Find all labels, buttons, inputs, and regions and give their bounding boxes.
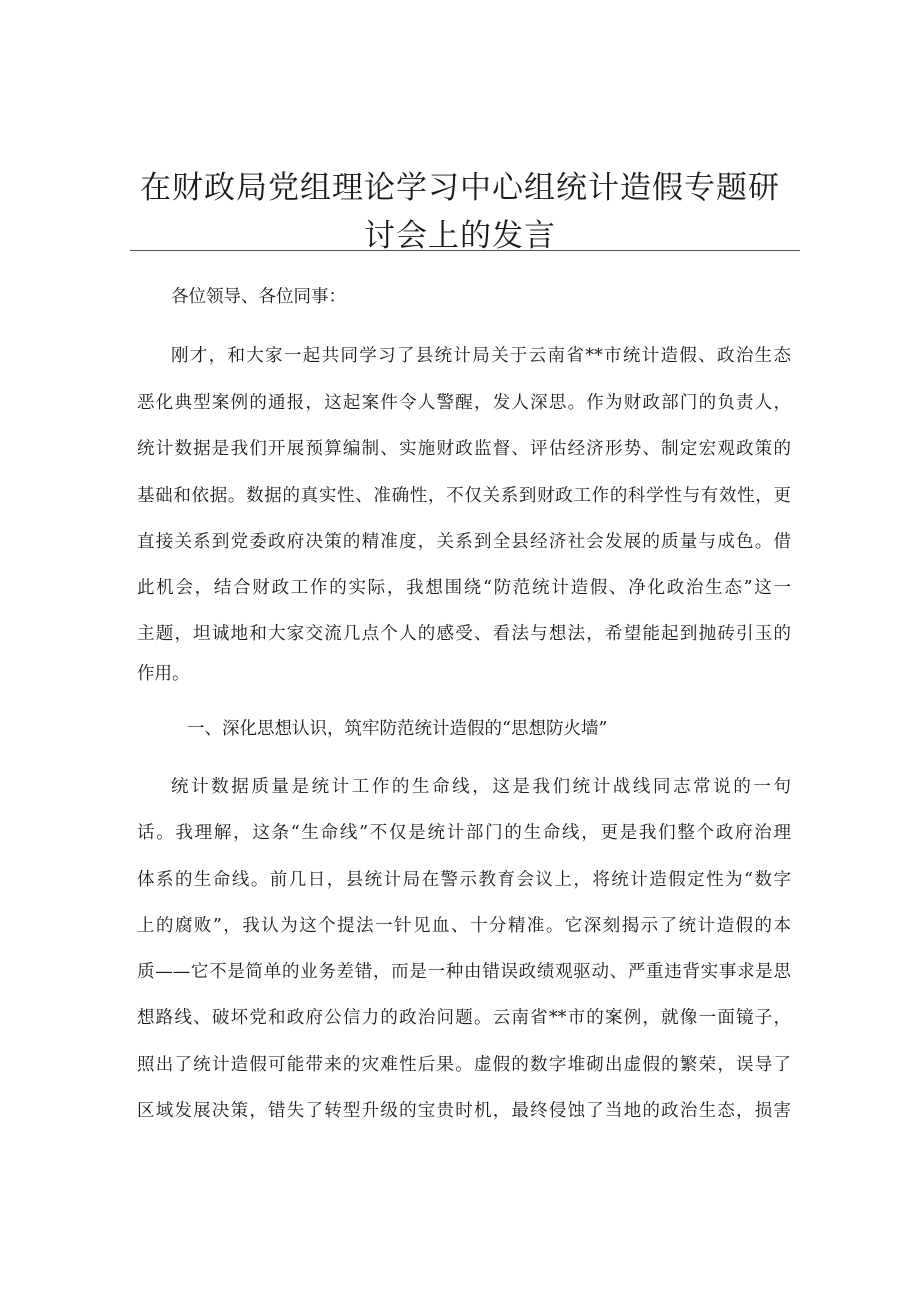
salutation: 各位领导、各位同事： bbox=[171, 287, 346, 307]
paragraph-1-line-3: 统计数据是我们开展预算编制、实施财政监督、评估经济形势、制定宏观政策的 bbox=[137, 439, 791, 459]
paragraph-1-line-8: 作用。 bbox=[137, 664, 190, 684]
paragraph-2-line-3: 体系的生命线。前几日，县统计局在警示教育会议上，将统计造假定性为“数字 bbox=[137, 870, 791, 890]
paragraph-2-line-4: 上的腐败”，我认为这个提法一针见血、十分精准。它深刻揭示了统计造假的本 bbox=[137, 916, 791, 936]
paragraph-1-line-5: 直接关系到党委政府决策的精准度，关系到全县经济社会发展的质量与成色。借 bbox=[137, 532, 791, 552]
paragraph-2-line-2: 话。我理解，这条“生命线”不仅是统计部门的生命线，更是我们整个政府治理 bbox=[137, 823, 791, 843]
paragraph-1-line-6: 此机会，结合财政工作的实际，我想围绕“防范统计造假、净化政治生态”这一 bbox=[137, 578, 791, 598]
paragraph-1-line-4: 基础和依据。数据的真实性、准确性，不仅关系到财政工作的科学性与有效性，更 bbox=[137, 486, 791, 506]
paragraph-1-line-7: 主题，坦诚地和大家交流几点个人的感受、看法与想法，希望能起到抛砖引玉的 bbox=[137, 624, 791, 644]
paragraph-1-line-1: 刚才，和大家一起共同学习了县统计局关于云南省**市统计造假、政治生态 bbox=[171, 346, 791, 366]
section-heading-1: 一、深化思想认识，筑牢防范统计造假的“思想防火墙” bbox=[187, 719, 608, 739]
title-underline bbox=[130, 250, 800, 251]
paragraph-2-line-5: 质——它不是简单的业务差错，而是一种由错误政绩观驱动、严重违背实事求是思 bbox=[137, 962, 791, 982]
paragraph-2-line-1: 统计数据质量是统计工作的生命线，这是我们统计战线同志常说的一句 bbox=[171, 777, 791, 797]
paragraph-2-line-6: 想路线、破坏党和政府公信力的政治问题。云南省**市的案例，就像一面镜子， bbox=[137, 1008, 791, 1028]
document-title-line-2: 讨会上的发言 bbox=[364, 218, 556, 254]
paragraph-1-line-2: 恶化典型案例的通报，这起案件令人警醒，发人深思。作为财政部门的负责人， bbox=[137, 393, 791, 413]
paragraph-2-line-8: 区域发展决策，错失了转型升级的宝贵时机，最终侵蚀了当地的政治生态，损害 bbox=[137, 1101, 791, 1121]
paragraph-2-line-7: 照出了统计造假可能带来的灾难性后果。虚假的数字堆砌出虚假的繁荣，误导了 bbox=[137, 1055, 791, 1075]
document-title-line-1: 在财政局党组理论学习中心组统计造假专题研 bbox=[140, 170, 780, 206]
